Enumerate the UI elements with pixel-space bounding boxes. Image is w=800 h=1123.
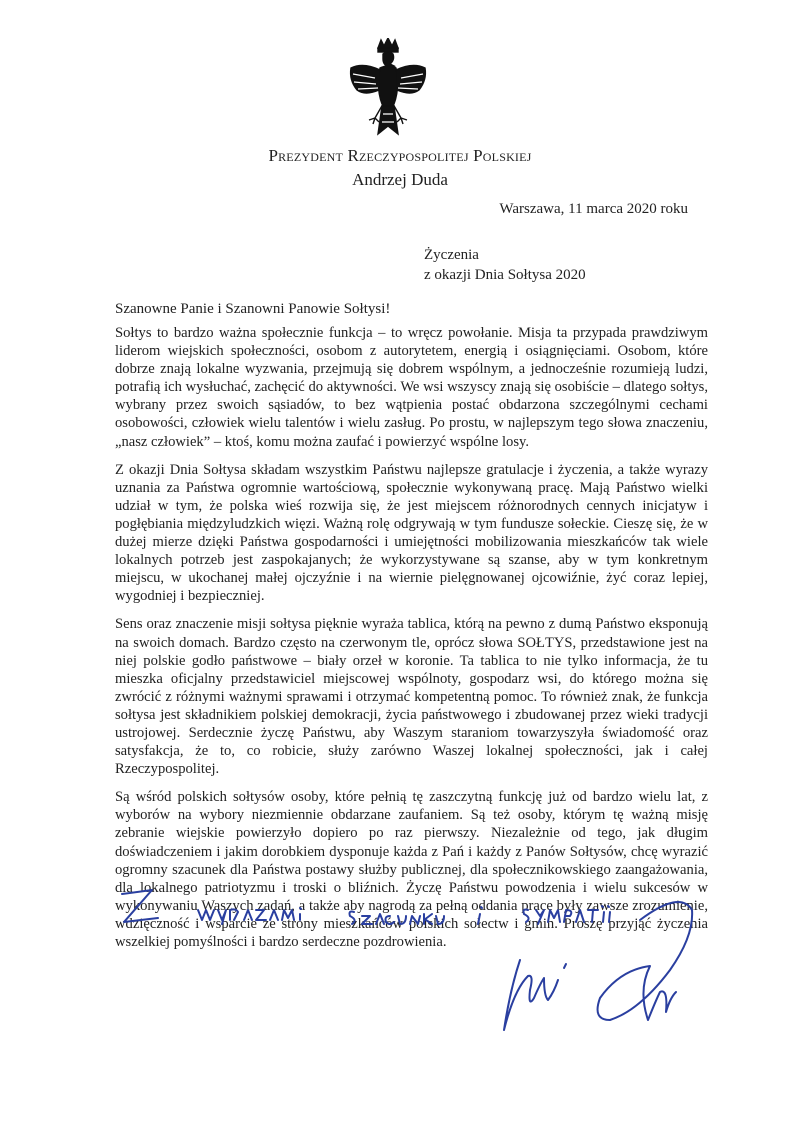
signature-mark (480, 880, 720, 1050)
letterhead-name: Andrzej Duda (352, 170, 448, 189)
paragraph: Są wśród polskich sołtysów osoby, które pełnią tę zaszczytną funkcję już od bardzo wielu lat, z wyborów na wybory niezmiennie obdarzane zaufaniem. Są też osoby, którym tę ważną misję zebranie wiejskie powierzyło dopiero po raz pierwszy. Niezależnie od tego, jak długim doświadczeniem i jakim dorobkiem dysponuje każda z Pań i każdy z Panów Sołtysów, chcę wyrazić ogromny szacunek dla Państwa postawy służby publicznej, dla społecznikowskiego zaangażowania, dla lokalnego patriotyzmu i troski o bliźnich. Życzę Państwu powodzenia i wielu sukcesów w wykonywaniu Waszych zadań, a także aby nagrodą za pełną oddania pracę były zawsze zrozumienie, wdzięczność i wsparcie ze strony mieszkańców polskich sołectw i gmin. Proszę przyjąć życzenia wszelkiej pomyślności i bardzo serdeczne pozdrowienia. (115, 789, 708, 950)
subject-line-1: Życzenia (424, 247, 479, 263)
place-and-date: Warszawa, 11 marca 2020 roku (499, 201, 688, 217)
subject-line-2: z okazji Dnia Sołtysa 2020 (424, 267, 586, 283)
subject-block (424, 245, 586, 285)
letter-body (115, 324, 708, 961)
paragraph: Z okazji Dnia Sołtysa składam wszystkim Państwu najlepsze gratulacje i życzenia, a także wyrazy uznania za Państwa ogromnie wartościową, społecznie wykonywaną pracę. Mają Państwo wielki udział w tym, że polska wieś rozwija się, że jest miejscem różnorodnych cennych inicjatyw i pogłębiania międzyludzkich więzi. Ważną rolę odgrywają w tym fundusze sołeckie. Cieszę się, że w dużej mierze dzięki Państwa gospodarności i umiejętności mobilizowania mieszkańców tak wiele lokalnych potrzeb jest zaspokajanych; że wykorzystywane są szanse, aby w tym konkretnym miejscu, w ukochanej małej ojczyźnie i na wiernie pielęgnowanej ojcowiźnie, żyć coraz lepiej, wygodniej i bezpieczniej. (115, 461, 708, 605)
salutation: Szanowne Panie i Szanowni Panowie Sołtysi! (115, 301, 391, 317)
paragraph: Sołtys to bardzo ważna społecznie funkcja – to wręcz powołanie. Misja ta przypada prawdziwym liderom wiejskich społeczności, osobom z autorytetem, energią i osiągnięciami. Osobom, które dobrze znają lokalne wyzwania, przejmują się dobrem wspólnym, a jednocześnie rozumieją ludzi, potrafią ich wysłuchać, zachęcić do aktywności. We wsi wszyscy znają się osobiście – dlatego sołtys, wybrany przez swoich sąsiadów, to bez wątpienia postać obdarzona szczególnymi cechami osobowości, człowiek wielu talentów i wielu zasług. Po prostu, w najlepszym tego słowa znaczeniu, „nasz człowiek” – ktoś, komu można zaufać i powierzyć wspólne losy. (115, 325, 708, 450)
paragraph: Sens oraz znaczenie misji sołtysa pięknie wyraża tablica, którą na pewno z dumą Państwo eksponują na swoich domach. Bardzo często na czerwonym tle, oprócz słowa SOŁTYS, przedstawione jest na niej polskie godło państwowe – biały orzeł w koronie. Ta tablica to nie tylko informacja, że tu mieszka oficjalny przedstawiciel miejscowej wspólnoty, gospodarz wsi, do którego można się zwrócić z różnymi ważnymi sprawami i otrzymać kompetentną pomoc. To również znak, że funkcja sołtysa jest składnikiem polskiej demokracji, życia państwowego i zbudowanej przez wieki tradycji ustrojowej. Serdecznie życzę Państwu, aby Waszym staraniom towarzyszyła świadomość oraz satysfakcja, że to, co robicie, służy zarówno Waszej lokalnej społeczności, jak i całej Rzeczypospolitej. (115, 616, 708, 778)
polish-eagle-emblem-icon (345, 38, 431, 142)
letterhead-title: Prezydent Rzeczypospolitej Polskiej (268, 146, 532, 165)
